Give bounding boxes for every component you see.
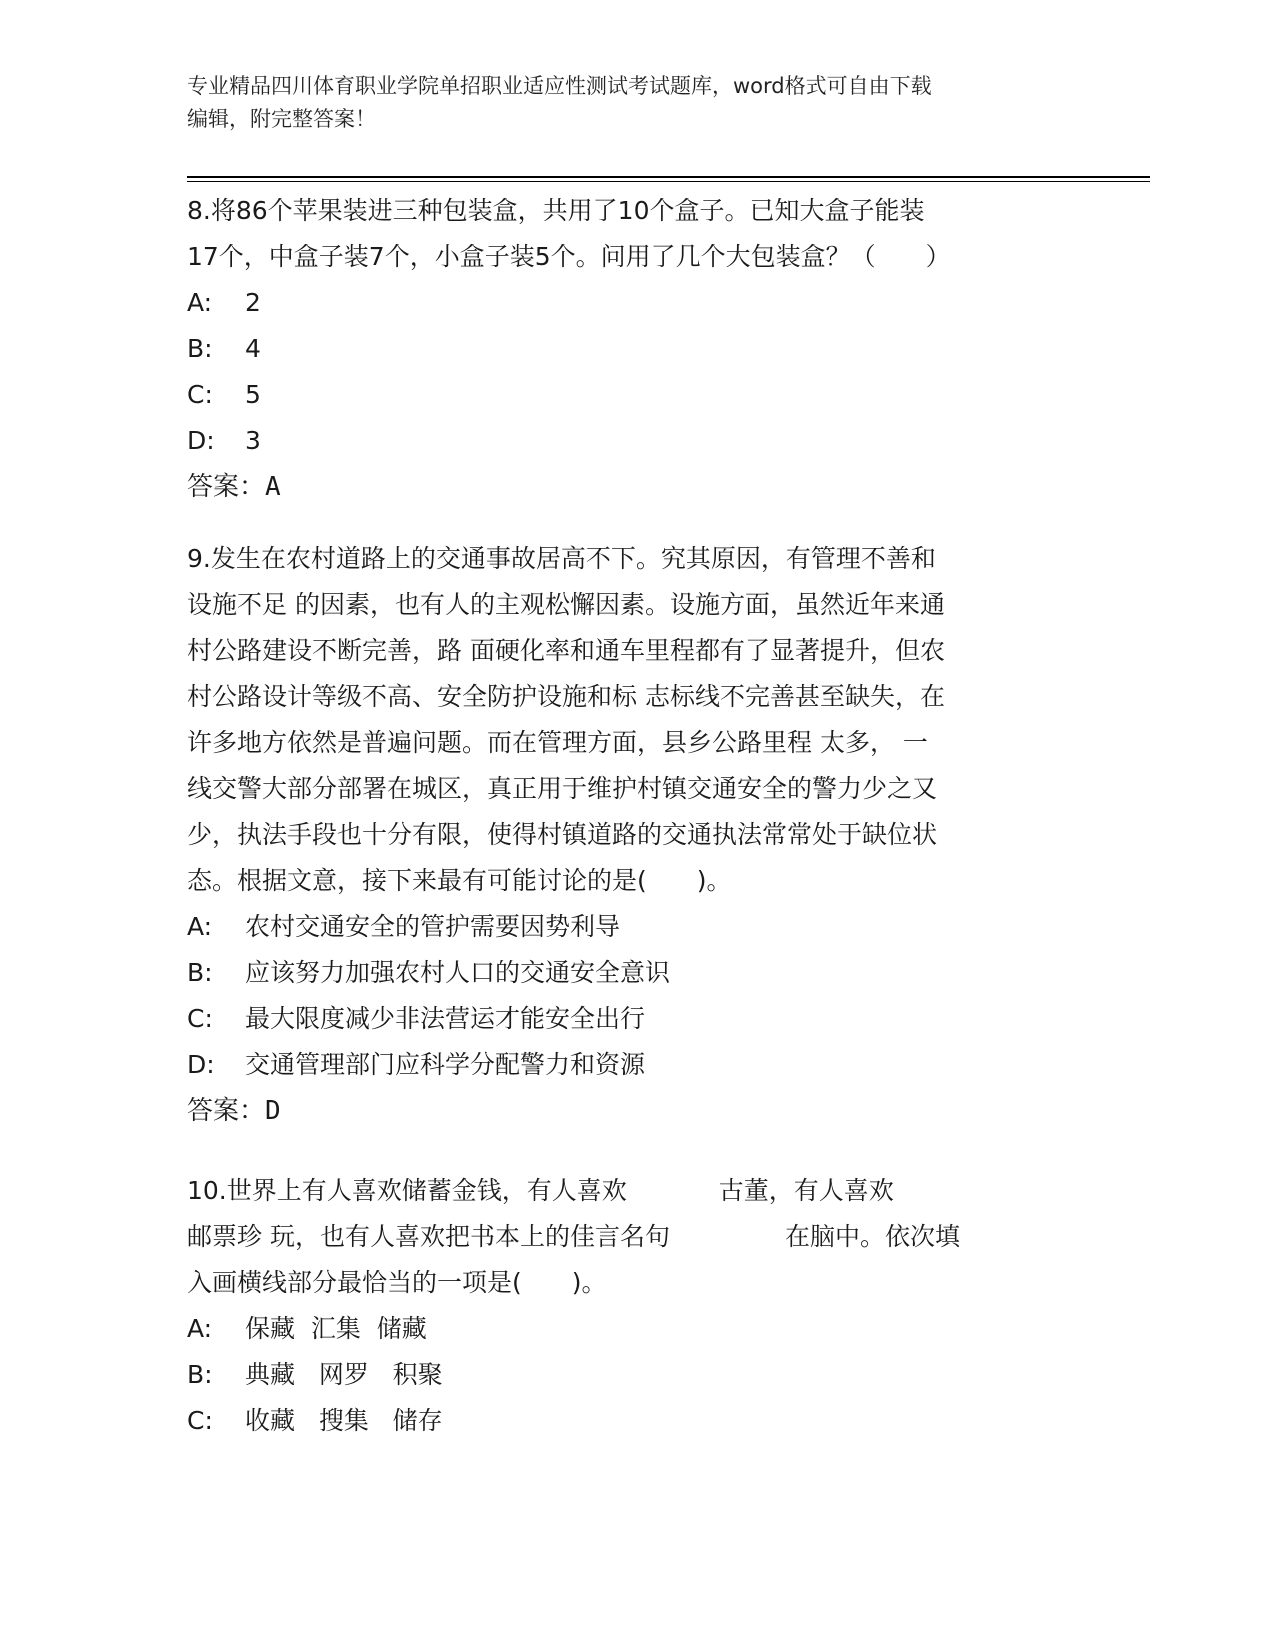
option-b — [187, 326, 1087, 372]
option-key: D: — [187, 426, 215, 455]
option-c — [187, 1398, 1087, 1444]
option-text: 5 — [245, 380, 261, 409]
option-key: B: — [187, 1360, 213, 1389]
header-line-2: 编辑，附完整答案！ — [187, 107, 376, 131]
stem-line: 设施不足 的因素，也有人的主观松懈因素。设施方面，虽然近年来通 — [187, 590, 945, 619]
option-c — [187, 996, 1087, 1042]
question-10 — [187, 1168, 1087, 1444]
option-key: B: — [187, 334, 213, 363]
option-text: 收藏 搜集 储存 — [245, 1406, 443, 1435]
stem-line: 8.将86个苹果装进三种包装盒，共用了10个盒子。已知大盒子能装 — [187, 196, 925, 225]
option-key: C: — [187, 1406, 213, 1435]
option-key: A: — [187, 288, 213, 317]
option-c — [187, 372, 1087, 418]
option-a — [187, 904, 1087, 950]
option-a — [187, 280, 1087, 326]
option-text: 最大限度减少非法营运才能安全出行 — [245, 1004, 646, 1033]
option-key: A: — [187, 1314, 213, 1343]
stem-line: 线交警大部分部署在城区，真正用于维护村镇交通安全的警力少之又 — [187, 774, 938, 803]
question-stem — [187, 188, 1087, 280]
stem-segment: 在脑中。依次填 — [784, 1222, 960, 1251]
option-d — [187, 418, 1087, 464]
header-line-1: 专业精品四川体育职业学院单招职业适应性测试考试题库，word格式可自由下载 — [187, 74, 932, 98]
header-rule-thin — [187, 181, 1150, 182]
stem-line: 村公路设计等级不高、安全防护设施和标 志标线不完善甚至缺失，在 — [187, 682, 945, 711]
answer-line — [187, 464, 1087, 510]
option-text: 农村交通安全的管护需要因势利导 — [245, 912, 621, 941]
option-d — [187, 1042, 1087, 1088]
stem-line — [187, 1168, 1087, 1214]
stem-segment: 古董，有人喜欢 — [718, 1176, 894, 1205]
option-key: C: — [187, 380, 213, 409]
stem-line: 态。根据文意，接下来最有可能讨论的是( )。 — [187, 866, 732, 895]
stem-line: 9.发生在农村道路上的交通事故居高不下。究其原因，有管理不善和 — [187, 544, 936, 573]
stem-line: 17个，中盒子装7个，小盒子装5个。问用了几个大包装盒？（ ） — [187, 242, 951, 271]
header-rule-thick — [187, 176, 1150, 178]
option-key: C: — [187, 1004, 213, 1033]
option-key: D: — [187, 1050, 215, 1079]
stem-line: 许多地方依然是普遍问题。而在管理方面，县乡公路里程 太多， 一 — [187, 728, 928, 757]
option-key: A: — [187, 912, 213, 941]
option-text: 典藏 网罗 积聚 — [245, 1360, 443, 1389]
document-header — [187, 70, 1067, 136]
option-a — [187, 1306, 1087, 1352]
stem-line — [187, 1214, 1087, 1260]
stem-segment: 10.世界上有人喜欢储蓄金钱，有人喜欢 — [187, 1176, 627, 1205]
answer-value: D — [265, 1096, 281, 1126]
question-8 — [187, 188, 1087, 510]
stem-segment: 邮票珍 玩，也有人喜欢把书本上的佳言名句 — [187, 1222, 670, 1251]
question-9 — [187, 536, 1087, 1134]
option-text: 3 — [245, 426, 261, 455]
option-text: 保藏 汇集 储藏 — [245, 1314, 427, 1343]
option-text: 4 — [245, 334, 261, 363]
option-b — [187, 950, 1087, 996]
option-text: 2 — [245, 288, 261, 317]
stem-line — [187, 1260, 1087, 1306]
question-stem — [187, 536, 1087, 904]
stem-segment: 入画横线部分最恰当的一项是( )。 — [187, 1268, 607, 1297]
answer-label: 答案： — [187, 1096, 266, 1126]
answer-label: 答案： — [187, 472, 266, 502]
stem-line: 村公路建设不断完善，路 面硬化率和通车里程都有了显著提升，但农 — [187, 636, 945, 665]
option-text: 应该努力加强农村人口的交通安全意识 — [245, 958, 671, 987]
question-stem — [187, 1168, 1087, 1306]
answer-value: A — [265, 472, 281, 502]
option-text: 交通管理部门应科学分配警力和资源 — [245, 1050, 646, 1079]
stem-line: 少，执法手段也十分有限，使得村镇道路的交通执法常常处于缺位状 — [187, 820, 938, 849]
option-b — [187, 1352, 1087, 1398]
option-key: B: — [187, 958, 213, 987]
answer-line — [187, 1088, 1087, 1134]
